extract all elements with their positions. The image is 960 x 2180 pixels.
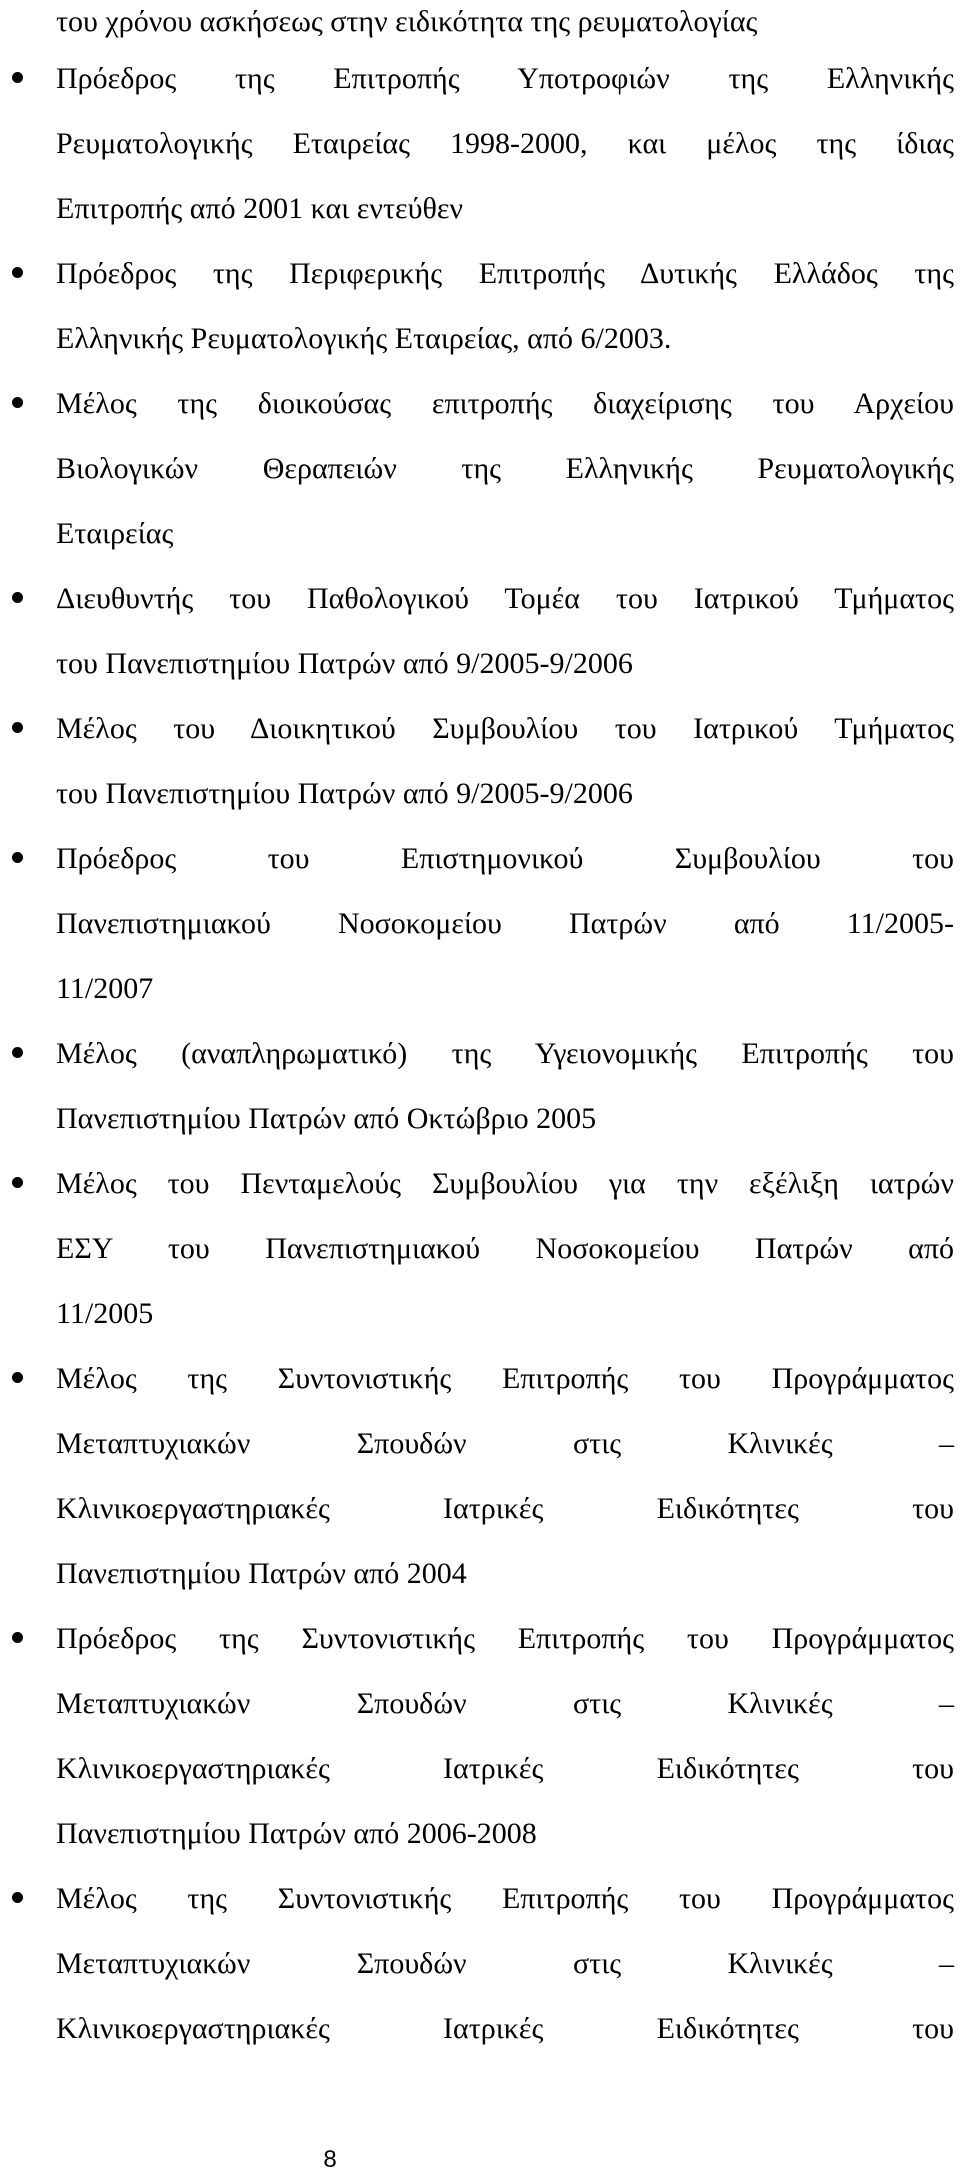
list-item-line: Μέλος του Πενταμελούς Συμβουλίου για την εξέλιξη ιατρών <box>56 1167 954 1200</box>
list-item-text <box>56 696 954 826</box>
list-item-line: Μεταπτυχιακών Σπουδών στις Κλινικές – <box>56 1687 954 1720</box>
list-item-text <box>56 1606 954 1866</box>
list-item-text <box>56 1346 954 1606</box>
list-item-line: Βιολογικών Θεραπειών της Ελληνικής Ρευματολογικής <box>56 452 954 485</box>
list-item-text <box>56 241 954 371</box>
list-item-line: του Πανεπιστημίου Πατρών από 9/2005-9/2006 <box>56 777 633 810</box>
bullet-icon <box>12 1632 23 1643</box>
list-item-text <box>56 1021 954 1151</box>
list-item-line: 11/2005 <box>56 1297 154 1330</box>
bullet-icon <box>12 722 23 733</box>
list-item-line: του Πανεπιστημίου Πατρών από 9/2005-9/2006 <box>56 647 633 680</box>
list-item-line: Μέλος (αναπληρωματικό) της Υγειονομικής Επιτροπής του <box>56 1037 954 1070</box>
list-item-text <box>56 826 954 1021</box>
bullet-icon <box>12 1892 23 1903</box>
list-item-line: Πανεπιστημίου Πατρών από 2004 <box>56 1557 467 1590</box>
list-item-line: Κλινικοεργαστηριακές Ιατρικές Ειδικότητες του <box>56 1492 954 1525</box>
list-item-text <box>56 1151 954 1346</box>
list-item-line: ΕΣΥ του Πανεπιστημιακού Νοσοκομείου Πατρών από <box>56 1232 954 1265</box>
bullet-icon <box>12 1177 23 1188</box>
list-item-line: Μεταπτυχιακών Σπουδών στις Κλινικές – <box>56 1427 954 1460</box>
list-item-line: Πανεπιστημίου Πατρών από 2006-2008 <box>56 1817 537 1850</box>
bullet-icon <box>12 592 23 603</box>
list-item-line: Διευθυντής του Παθολογικού Τομέα του Ιατρικού Τμήματος <box>56 582 954 615</box>
list-item-line: Μέλος της Συντονιστικής Επιτροπής του Προγράμματος <box>56 1882 954 1915</box>
bullet-icon <box>12 72 23 83</box>
list-item-line: Πρόεδρος της Συντονιστικής Επιτροπής του Προγράμματος <box>56 1622 954 1655</box>
list-item-text <box>56 566 954 696</box>
list-item-line: 11/2007 <box>56 972 154 1005</box>
list-item-text <box>56 1866 954 2061</box>
list-item-line: Πρόεδρος της Επιτροπής Υποτροφιών της Ελληνικής <box>56 62 954 95</box>
list-item-text <box>56 371 954 566</box>
list-item-line: Εταιρείας <box>56 517 174 550</box>
list-item-text <box>56 46 954 241</box>
list-item-line: Μεταπτυχιακών Σπουδών στις Κλινικές – <box>56 1947 954 1980</box>
page-number: 8 <box>323 2146 337 2173</box>
bullet-icon <box>12 267 23 278</box>
list-item-line: Πανεπιστημίου Πατρών από Οκτώβριο 2005 <box>56 1102 597 1135</box>
list-item-line: Μέλος της διοικούσας επιτροπής διαχείρισης του Αρχείου <box>56 387 954 420</box>
list-item-line: Επιτροπής από 2001 και εντεύθεν <box>56 192 463 225</box>
continuation-text: του χρόνου ασκήσεως στην ειδικότητα της ρευματολογίας <box>56 5 758 38</box>
bullet-icon <box>12 852 23 863</box>
bullet-icon <box>12 397 23 408</box>
list-item-line: Μέλος του Διοικητικού Συμβουλίου του Ιατρικού Τμήματος <box>56 712 954 745</box>
list-item-line: Πρόεδρος του Επιστημονικού Συμβουλίου του <box>56 842 954 875</box>
list-item-line: Μέλος της Συντονιστικής Επιτροπής του Προγράμματος <box>56 1362 954 1395</box>
bullet-icon <box>12 1372 23 1383</box>
list-item-line: Κλινικοεργαστηριακές Ιατρικές Ειδικότητες του <box>56 1752 954 1785</box>
list-item-line: Πανεπιστημιακού Νοσοκομείου Πατρών από 11/2005- <box>56 907 954 940</box>
list-item-line: Ελληνικής Ρευματολογικής Εταιρείας, από 6/2003. <box>56 322 672 355</box>
list-item-line: Κλινικοεργαστηριακές Ιατρικές Ειδικότητες του <box>56 2012 954 2045</box>
list-item-line: Ρευματολογικής Εταιρείας 1998-2000, και μέλος της ίδιας <box>56 127 954 160</box>
list-item-line: Πρόεδρος της Περιφερικής Επιτροπής Δυτικής Ελλάδος της <box>56 257 954 290</box>
bullet-icon <box>12 1047 23 1058</box>
